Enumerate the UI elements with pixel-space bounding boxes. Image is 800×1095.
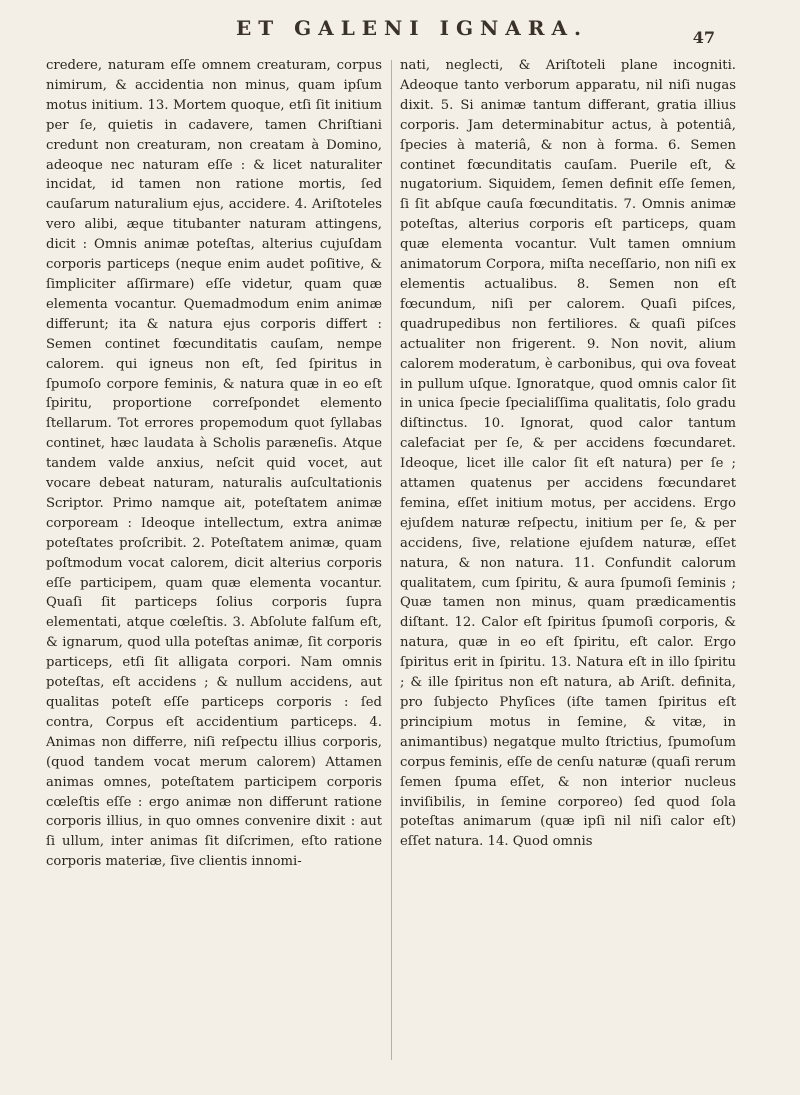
running-head-title: ET GALENI IGNARA. <box>236 16 588 40</box>
running-head <box>0 14 800 47</box>
page-number: 47 <box>692 28 715 47</box>
left-column-text: credere, naturam eſſe omnem creaturam, corpus nimirum, & accidentia non minus, quam ipſum motus initium. 13. Mortem quoque, etſi ſit initium per ſe, quietis in cadavere, tamen Chriſtiani credunt non creaturam, non creatam à Domino, adeoque nec naturam eſſe : & licet naturaliter incidat, id tamen non ratione mortis, ſed cauſarum naturalium ejus, accidere. 4. Ariſtoteles vero alibi, æque titubanter naturam attingens, dicit : Omnis animæ poteſtas, alterius cujuſdam corporis particeps (neque enim audet poſitive, & ſimpliciter aſſirmare) eſſe videtur, quam quæ elementa vocantur. Quemadmodum enim animæ differunt; ita & natura ejus corporis differt : Semen continet fœcunditatis cauſam, nempe calorem. qui igneus non eſt, ſed ſpiritus in ſpumoſo corpore feminis, & natura quæ in eo eſt ſpiritu, proportione correſpondet elemento ſtellarum. Tot errores propemodum quot ſyllabas continet, hæc laudata à Scholis paræneſis. Atque tandem valde anxius, neſcit quid vocet, aut vocare debeat naturam, naturalis auſcultationis Scriptor. Primo namque ait, poteſtatem animæ corpoream : Ideoque intellectum, extra animæ poteſtates proſcribit. 2. Poteſtatem animæ, quam poſtmodum vocat calorem, dicit alterius corporis eſſe participem, quam quæ elementa vocantur. Quaſi ſit particeps ſolius corporis ſupra elementati, atque cœleſtis. 3. Abſolute falſum eſt, & ignarum, quod ulla poteſtas animæ, ſit corporis particeps, etſi ſit alligata corpori. Nam omnis poteſtas, eſt accidens ; & nullum accidens, aut qualitas poteſt eſſe particeps corporis : ſed contra, Corpus eſt accidentium particeps. 4. Animas non differre, niſi reſpectu illius corporis, (quod tandem vocat merum calorem) Attamen animas omnes, poteſtatem participem corporis cœleſtis eſſe : ergo animæ non differunt ratione corporis illius, in quo omnes convenire dixit : aut ſi ullum, inter animas ſit diſcrimen, eſto ratione corporis materiæ, ſive clientis innomi- <box>46 58 382 870</box>
column-divider <box>391 60 392 1060</box>
right-column <box>400 56 736 852</box>
left-column <box>46 56 382 872</box>
right-column-text: nati, neglecti, & Ariſtoteli plane incogniti. Adeoque tanto verborum apparatu, nil niſi nugas dixit. 5. Si animæ tantum differant, gratia illius corporis. Jam determinabitur actus, à potentiâ, ſpecies à materiâ, & non à forma. 6. Semen continet fœcunditatis cauſam. Puerile eſt, & nugatorium. Siquidem, ſemen definit eſſe ſemen, ſi ſit abſque cauſa fœcunditatis. 7. Omnis animæ poteſtas, alterius corporis eſt particeps, quam quæ elementa vocantur. Vult tamen omnium animatorum Corpora, miſta neceſſario, non niſi ex elementis actualibus. 8. Semen non eſt fœcundum, niſi per calorem. Quaſi piſces, quadrupedibus non fertiliores. & quaſi piſces actualiter non frigerent. 9. Non novit, alium calorem moderatum, è carbonibus, qui ova foveat in pullum uſque. Ignoratque, quod omnis calor ſit in unica ſpecie ſpecialiſſima qualitatis, ſolo gradu diſtinctus. 10. Ignorat, quod calor tantum calefaciat per ſe, & per accidens fœcundaret. Ideoque, licet ille calor ſit eſt natura) per ſe ; attamen quatenus per accidens fœcundaret femina, eſſet initium motus, per accidens. Ergo ejuſdem naturæ reſpectu, initium per ſe, & per accidens, ſive, relatione ejuſdem naturæ, eſſet natura, & non natura. 11. Confundit calorum qualitatem, cum ſpiritu, & aura ſpumoſi ſeminis ; Quæ tamen non minus, quam prædicamentis diſtant. 12. Calor eſt ſpiritus ſpumoſi corporis, & natura, quæ in eo eſt ſpiritu, eſt calor. Ergo ſpiritus erit in ſpiritu. 13. Natura eſt in illo ſpiritu ; & ille ſpiritus non eſt natura, ab Ariſt. definita, pro ſubjecto Phyſices (iſte tamen ſpiritus eſt principium motus in ſemine, & vitæ, in animantibus) negatque multo ſtrictius, ſpumoſum corpus feminis, eſſe de cenſu naturæ (quaſi rerum ſemen ſpuma eſſet, & non interior nucleus inviſibilis, in ſemine corporeo) ſed quod ſola poteſtas animarum (quæ ipſi nil niſi calor eſt) eſſet natura. 14. Quod omnis <box>400 58 736 850</box>
